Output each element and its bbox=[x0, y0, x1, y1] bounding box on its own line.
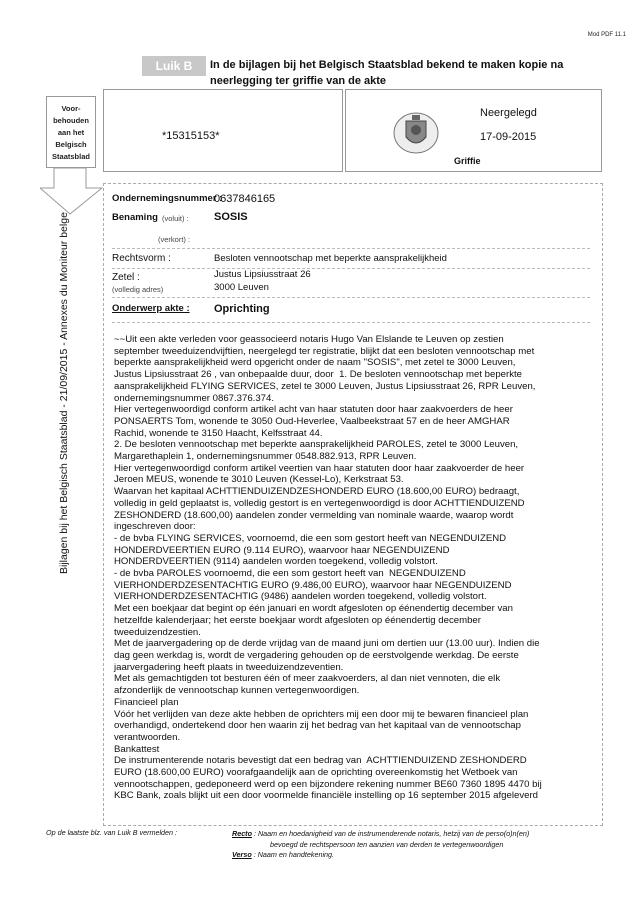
benaming-label: Benaming bbox=[112, 212, 158, 223]
verso-label: Verso bbox=[232, 850, 252, 859]
zetel-street: Justus Lipsiusstraat 26 bbox=[214, 269, 311, 280]
reserved-line: Staatsblad bbox=[52, 152, 90, 161]
zetel-label: Zetel : bbox=[112, 272, 140, 283]
divider bbox=[112, 248, 590, 249]
footer-verso bbox=[232, 850, 334, 859]
reserved-box bbox=[46, 96, 96, 168]
filing-date: 17-09-2015 bbox=[480, 131, 537, 143]
ondernemingsnummer-label: Ondernemingsnummer : bbox=[112, 193, 223, 204]
reserved-line: Voor- bbox=[61, 104, 81, 113]
recto-label: Recto bbox=[232, 829, 252, 838]
stamp-number: *15315153* bbox=[162, 130, 220, 142]
reserved-line: Belgisch bbox=[55, 140, 87, 149]
footer-recto bbox=[232, 828, 612, 839]
griffie-label: Griffie bbox=[454, 156, 481, 166]
page-title: In de bijlagen bij het Belgisch Staatsblad bekend te maken kopie na neerlegging ter griffie van de akte bbox=[210, 59, 564, 87]
verkort-label: (verkort) : bbox=[158, 235, 191, 244]
recto-text: : Naam en hoedanigheid van de instrumenderende notaris, hetzij van de perso(o)n(en) bbox=[253, 829, 530, 838]
stamp-number-box bbox=[103, 89, 343, 172]
divider bbox=[112, 268, 590, 269]
zetel-sub-label: (volledig adres) bbox=[112, 285, 164, 294]
ondernemingsnummer-value: 0637846165 bbox=[214, 193, 276, 205]
deed-body-text: ~~Uit een akte verleden voor geassocieerd notaris Hugo Van Elslande te Leuven op zestien september tweeduizendvijftien, neergelegd ter registratie, blijkt dat een besloten vennootschap met beperkte aansprakelijkheid werd opgericht onder de naam "SOSIS", met zetel te 3000 Leuven, Justus Lipsiusstraat 26 , van onbepaalde duur, door 1. De besloten vennootschap met beperkte aansprakelijkheid FLYING SERVICES, zetel te 3000 Leuven, Justus Lipsiusstraat 26, RPR Leuven, ondernemingsnummer 0867.376.374. Hier vertegenwoordigd conform artikel acht van haar statuten door haar zaakvoerders de heer PONSAERTS Tom, wonende te 3050 Oud-Heverlee, Vaalbeekstraat 57 en de heer AMGHAR Rachid, wonende te 3150 Haacht, Kelfsstraat 44. 2. De besloten vennootschap met beperkte aansprakelijkheid PAROLES, zetel te 3000 Leuven, Margarethaplein 1, ondernemingsnummer 0548.882.913, RPR Leuven. Hier vertegenwoordigd conform artikel veertien van haar statuten door haar zaakvoerder de heer Jeroen MEUS, wonende te 3010 Leuven (Kessel-Lo), Kerkstraat 53. Waarvan het kapitaal ACHTTIENDUIZENDZESHONDERD EURO (18.600,00 EURO) bedraagt, volledig in geld geplaatst is, volledig gestort is en vertegenwoordigd is door ACHTTIENDUIZEND ZESHONDERD (18.600,00) aandelen zonder vermelding van nominale waarde, waarop wordt ingeschreven door: - de bvba FLYING SERVICES, voornoemd, die een som gestort heeft van NEGENDUIZEND HONDERDVEERTIEN EURO (9.114 EURO), waarvoor haar NEGENDUIZEND HONDERDVEERTIEN (9114) aandelen worden toegekend, volledig volstort. - de bvba PAROLES voornoemd, die een som gestort heeft van NEGENDUIZEND VIERHONDERDZESENTACHTIG EURO (9.486,00 EURO), waarvoor haar NEGENDUIZEND VIERHONDERDZESENTACHTIG (9486) aandelen worden toegekend, volledig volstort. Met een boekjaar dat begint op één januari en wordt afgesloten op éénendertig december van hetzelfde kalenderjaar; het eerste boekjaar wordt afgesloten op éénendertig december tweeduizendzestien. Met de jaarvergadering op de derde vrijdag van de maand juni om dertien uur (13.00 uur). Indien die dag geen werkdag is, wordt de vergadering gehouden op de eerstvolgende werkdag. De eerste jaarvergadering heeft plaats in tweeduizendzeventien. Met als gemachtigden tot besturen één of meer zaakvoerders, al dan niet vennoten, die elk afzonderlijk de vennootschap kunnen vertegenwoordigen. Financieel plan Vóór het verlijden van deze akte hebben de oprichters mij een door mij te bewaren financieel plan overhandigd, ondertekend door hen waarin zij het bedrag van het kapitaal van de vennootschap verantwoorden. Bankattest De instrumenterende notaris bevestigt dat een bedrag van ACHTTIENDUIZEND ZESHONDERD EURO (18.600,00 EURO) voorafgaandelijk aan de oprichting overeenkomstig het Wetboek van vennootschappen, gedeponeerd werd op een bijzondere rekening nummer BE60 7360 1895 4470 bij KBC Bank, zoals blijkt uit een door voormelde financiële instelling op 16 september 2015 afgeleverd bbox=[114, 334, 542, 802]
reserved-line: aan het bbox=[57, 128, 85, 137]
form-code: Mod PDF 11.1 bbox=[587, 32, 626, 38]
zetel-city: 3000 Leuven bbox=[214, 282, 269, 293]
rechtsvorm-value: Besloten vennootschap met beperkte aansprakelijkheid bbox=[214, 253, 447, 264]
benaming-value: SOSIS bbox=[214, 211, 248, 223]
voluit-label: (voluit) : bbox=[162, 214, 189, 223]
vertical-annex-text: Bijlagen bij het Belgisch Staatsblad - 21/09/2015 - Annexes du Moniteur belge bbox=[58, 212, 70, 574]
divider bbox=[112, 297, 590, 298]
stamp-box bbox=[345, 89, 602, 172]
rechtsvorm-label: Rechtsvorm : bbox=[112, 253, 171, 264]
belgian-coat-of-arms-icon bbox=[392, 111, 440, 155]
onderwerp-value: Oprichting bbox=[214, 303, 270, 315]
down-arrow-icon bbox=[40, 168, 104, 218]
luik-badge: Luik B bbox=[142, 56, 206, 76]
divider bbox=[112, 322, 590, 323]
footer-instruction: Op de laatste blz. van Luik B vermelden : bbox=[46, 828, 178, 837]
reserved-line: behouden bbox=[53, 116, 89, 125]
filing-status: Neergelegd bbox=[480, 107, 537, 119]
verso-text: : Naam en handtekening. bbox=[253, 850, 335, 859]
recto-text-2: bevoegd de rechtspersoon ten aanzien van derden te vertegenwoordigen bbox=[270, 840, 504, 849]
onderwerp-label: Onderwerp akte : bbox=[112, 303, 190, 314]
